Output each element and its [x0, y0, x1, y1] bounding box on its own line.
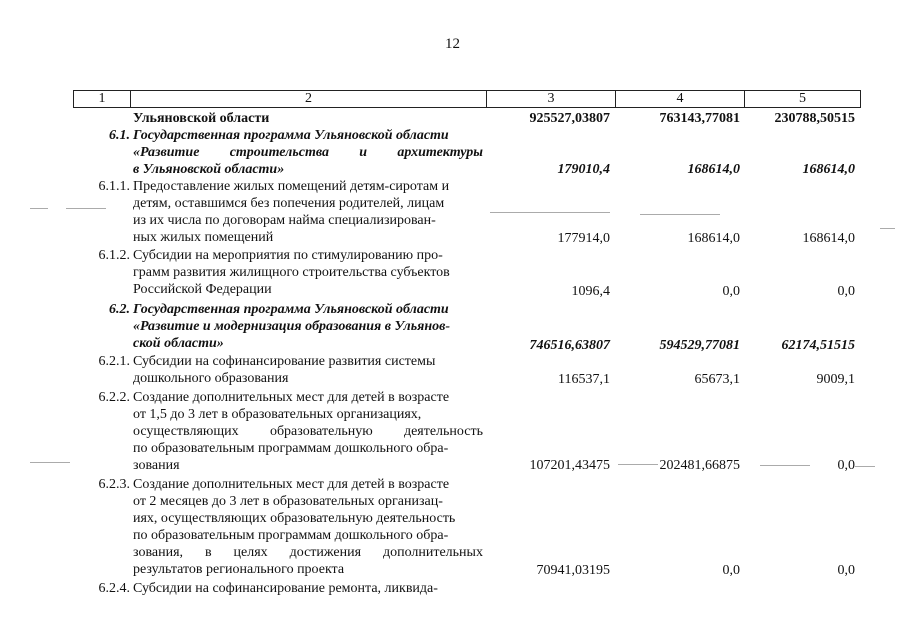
justified-word: целях	[233, 545, 268, 560]
scan-artifact	[880, 228, 895, 229]
value-col-4: 65673,1	[694, 372, 740, 387]
justified-word: зования,	[133, 545, 184, 560]
justified-word: деятельность	[403, 424, 483, 439]
value-col-3: 107201,43475	[529, 458, 610, 473]
value-col-3: 116537,1	[558, 372, 610, 387]
row-number: 6.2.	[109, 302, 130, 317]
row-description	[133, 389, 483, 474]
justified-word: архитектуры	[397, 145, 483, 160]
value-col-4: 168614,0	[687, 231, 740, 246]
description-line: по образовательным программам дошкольного обра-	[133, 528, 449, 543]
value-col-4: 0,0	[722, 563, 740, 578]
row-description	[133, 127, 483, 178]
value-col-5: 62174,51515	[781, 338, 855, 353]
table-header-cell-1: 1	[73, 90, 131, 108]
table-header-cell-3: 3	[486, 90, 616, 108]
value-col-4: 168614,0	[687, 162, 740, 177]
description-line	[133, 544, 483, 561]
scan-artifact	[30, 462, 70, 463]
justified-word: и	[359, 145, 368, 160]
value-col-4: 763143,77081	[659, 111, 740, 126]
description-line: дошкольного образования	[133, 371, 289, 386]
value-col-5: 230788,50515	[774, 111, 855, 126]
description-line: результатов регионального проекта	[133, 562, 345, 577]
page-number: 12	[445, 36, 460, 52]
scan-artifact	[66, 208, 106, 209]
description-line: Создание дополнительных мест для детей в возрасте	[133, 477, 450, 492]
scan-artifact	[760, 465, 810, 466]
description-line: ской области»	[133, 336, 224, 351]
value-col-5: 9009,1	[816, 372, 855, 387]
description-line: иях, осуществляющих образовательную деятельность	[133, 511, 456, 526]
description-line: от 1,5 до 3 лет в образовательных организациях,	[133, 407, 422, 422]
value-col-4: 594529,77081	[659, 338, 740, 353]
description-line: грамм развития жилищного строительства субъектов	[133, 265, 450, 280]
justified-word: строительства	[229, 145, 330, 160]
value-col-4: 202481,66875	[659, 458, 740, 473]
value-col-5: 168614,0	[802, 162, 855, 177]
value-col-5: 0,0	[837, 458, 855, 473]
row-number: 6.2.3.	[98, 477, 130, 492]
row-description	[133, 353, 483, 387]
scan-artifact	[640, 214, 720, 215]
scan-artifact	[30, 208, 48, 209]
description-line: Создание дополнительных мест для детей в возрасте	[133, 390, 450, 405]
row-description	[133, 301, 483, 352]
description-line: Российской Федерации	[133, 282, 272, 297]
justified-word: достижения	[289, 545, 362, 560]
description-line: Предоставление жилых помещений детям-сиротам и	[133, 179, 450, 194]
description-line	[133, 144, 483, 161]
row-number: 6.2.2.	[98, 390, 130, 405]
table-header-cell-2: 2	[130, 90, 487, 108]
row-number: 6.1.2.	[98, 248, 130, 263]
description-line: зования	[133, 458, 180, 473]
justified-word: в	[204, 545, 212, 560]
scan-artifact	[618, 464, 658, 465]
scan-artifact	[490, 212, 610, 213]
value-col-3: 179010,4	[557, 162, 610, 177]
table-header-cell-5: 5	[744, 90, 861, 108]
value-col-5: 0,0	[837, 284, 855, 299]
scan-artifact	[855, 466, 875, 467]
description-line: Государственная программа Ульяновской области	[133, 302, 449, 317]
value-col-4: 0,0	[722, 284, 740, 299]
description-line: «Развитие и модернизация образования в Ульянов-	[133, 319, 451, 334]
description-line: Субсидии на софинансирование развития системы	[133, 354, 436, 369]
value-col-3: 70941,03195	[536, 563, 610, 578]
row-number: 6.2.4.	[98, 581, 130, 596]
row-number: 6.1.	[109, 128, 130, 143]
value-col-3: 1096,4	[571, 284, 610, 299]
description-line: Государственная программа Ульяновской области	[133, 128, 449, 143]
description-line: детям, оставшимся без попечения родителей, лицам	[133, 196, 445, 211]
value-col-5: 0,0	[837, 563, 855, 578]
row-description	[133, 476, 483, 578]
value-col-3: 746516,63807	[529, 338, 610, 353]
description-line: по образовательным программам дошкольного обра-	[133, 441, 449, 456]
justified-word: дополнительных	[382, 545, 483, 560]
row-number: 6.1.1.	[98, 179, 130, 194]
justified-word: осуществляющих	[133, 424, 239, 439]
description-line: Субсидии на софинансирование ремонта, ликвида-	[133, 581, 438, 596]
value-col-5: 168614,0	[802, 231, 855, 246]
row-number: 6.2.1.	[98, 354, 130, 369]
description-line: Субсидии на мероприятия по стимулированию про-	[133, 248, 443, 263]
row-description	[133, 247, 483, 298]
description-line	[133, 423, 483, 440]
description-line: от 2 месяцев до 3 лет в образовательных организац-	[133, 494, 443, 509]
description-line: в Ульяновской области»	[133, 162, 285, 177]
justified-word: «Развитие	[133, 145, 200, 160]
description-line: из их числа по договорам найма специализирован-	[133, 213, 436, 228]
row-description	[133, 580, 483, 597]
row-description	[133, 178, 483, 246]
row-description: Ульяновской области	[133, 111, 270, 126]
value-col-3: 925527,03807	[529, 111, 610, 126]
table-header-cell-4: 4	[615, 90, 745, 108]
justified-word: образовательную	[269, 424, 373, 439]
value-col-3: 177914,0	[557, 231, 610, 246]
description-line: ных жилых помещений	[133, 230, 274, 245]
